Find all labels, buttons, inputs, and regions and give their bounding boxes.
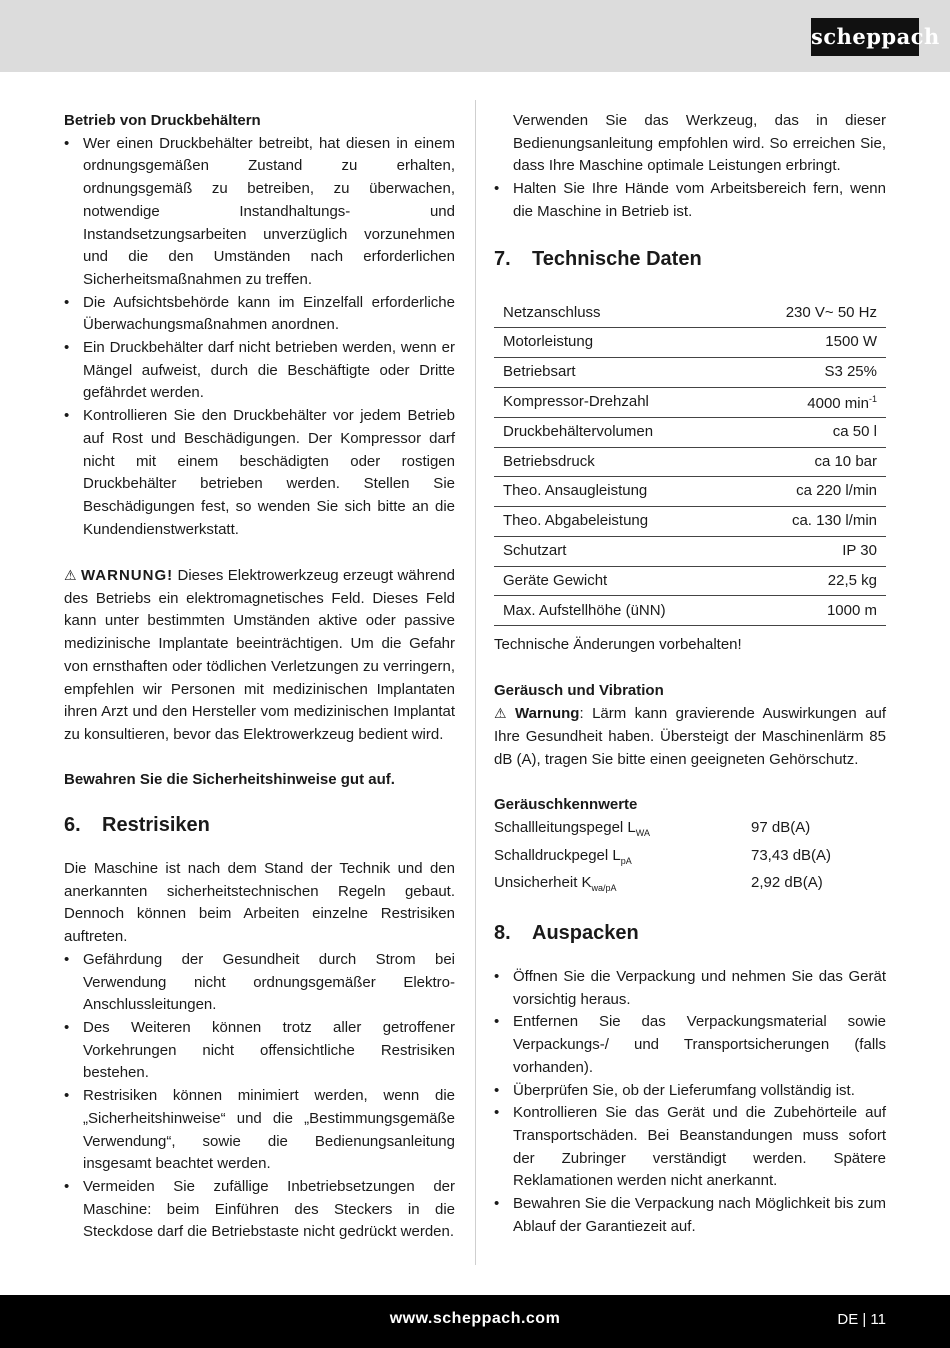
spec-label: Theo. Ansaugleistung [494,477,738,507]
spec-value: S3 25% [738,358,886,388]
spec-row [494,507,886,537]
spec-label: Max. Aufstellhöhe (üNN) [494,596,738,626]
section-6-heading: 6. Restrisiken [64,814,210,837]
spec-label: Motorleistung [494,328,738,358]
warning-paragraph [64,564,455,747]
list-item: • Gefährdung der Gesundheit durch Strom bei Verwendung nicht ordnungsgemäßer Elektro-Anschlussleitungen. [64,949,455,1017]
spec-value: ca 220 l/min [738,477,886,507]
list-item: • Öffnen Sie die Verpackung und nehmen Sie das Gerät vorsichtig heraus. [494,966,886,1011]
spec-row [494,536,886,566]
spec-label: Geräte Gewicht [494,566,738,596]
druck-title: Betrieb von Druckbehältern [64,112,261,129]
noise-row: Unsicherheit $K_{wa/pA}$ 2,92 dB(A) [494,874,823,894]
spec-value: ca 50 l [738,417,886,447]
spec-value: IP 30 [738,536,886,566]
spec-row [494,387,886,417]
list-item: • Ein Druckbehälter darf nicht betrieben werden, wenn er Mängel aufweist, durch die Beschäftigte oder Dritte gefährdet werden. [64,337,455,405]
list-item: • Halten Sie Ihre Hände vom Arbeitsbereich fern, wenn die Maschine in Betrieb ist. [494,178,886,223]
spec-row [494,596,886,626]
list-item: • Überprüfen Sie, ob der Lieferumfang vollständig ist. [494,1080,886,1103]
spec-label: Kompressor-Drehzahl [494,387,738,417]
spec-row [494,477,886,507]
spec-value: 230 V~ 50 Hz [738,299,886,328]
noise-warning: ⚠ Warnung: Lärm kann gravierende Auswirkungen auf Ihre Gesundheit haben. Übersteigt der Maschinenlärm 85 dB (A), tragen Sie bitte einen geeigneten Gehörschutz. [494,702,886,771]
list-item-continued: Verwenden Sie das Werkzeug, das in dieser Bedienungsanleitung empfohlen wird. So erreichen Sie, dass Ihre Maschine optimale Leistungen erbringt. [513,112,886,175]
noise-values-title: Geräuschkennwerte [494,796,638,814]
warning-text: Dieses Elektrowerkzeug erzeugt während des Betriebs ein elektromagnetisches Feld. Dieses Feld kann unter bestimmten Umständen aktive oder passive medizinische Implantate beeinträchtigen. Um die Gefahr von ernsthaften oder tödlichen Verletzungen zu verringern, empfehlen wir Personen mit medizinischen Implantaten ihren Arzt und den Hersteller vom medizinischen Implantat zu konsultieren, bevor das Elektrowerkzeug bedient wird. [64,567,455,743]
column-divider [475,100,476,1265]
spec-value: ca. 130 l/min [738,507,886,537]
warning-label: WARNUNG! [80,567,174,585]
spec-label: Betriebsart [494,358,738,388]
left-column [64,110,455,1244]
spec-row [494,358,886,388]
page-number: DE | 11 [837,1311,886,1328]
tech-note: Technische Änderungen vorbehalten! [494,636,742,654]
spec-row [494,447,886,477]
spec-value: 22,5 kg [738,566,886,596]
spec-value: 1500 W [738,328,886,358]
list-item: • Des Weiteren können trotz aller getroffener Vorkehrungen nicht offensichtliche Restrisiken bestehen. [64,1017,455,1085]
spec-value: 1000 m [738,596,886,626]
website-link[interactable]: www.scheppach.com [389,1310,561,1327]
tech-data-table [494,299,886,627]
continued-list [494,110,886,224]
scheppach-logo: scheppach [811,18,919,56]
list-item: • Vermeiden Sie zufällige Inbetriebsetzungen der Maschine: beim Einführen des Steckers in die Steckdose darf die Betriebstaste nicht gedrückt werden. [64,1176,455,1244]
list-item: • Kontrollieren Sie den Druckbehälter vor jedem Betrieb auf Rost und Beschädigungen. Der Kompressor darf nicht mit einem beschädigten oder rostigen Druckbehälter betrieben werden. Stellen Sie Beschädigungen fest, so wenden Sie sich bitte an die Kundendienstwerkstatt. [64,405,455,541]
noise-row: Schalldruckpegel $L_{pA}$ 73,43 dB(A) [494,846,832,866]
spec-label: Druckbehältervolumen [494,417,738,447]
list-item: • Kontrollieren Sie das Gerät und die Zubehörteile auf Transportschäden. Bei Beanstandungen muss sofort der Zubringer verständigt werden. Spätere Reklamationen werden nicht anerkannt. [494,1102,886,1193]
section-6-list [64,949,455,1244]
spec-row [494,417,886,447]
spec-value: 4000 $\min^{-1}$ [738,387,886,417]
list-item: • Wer einen Druckbehälter betreibt, hat diesen in einem ordnungsgemäßen Zustand zu erhalten, ordnungsgemäß zu betreiben, zu überwachen, notwendige Instandhaltungs- und Instandsetzungsarbeiten unverzüglich vorzunehmen und die den Umständen nach erforderlichen Sicherheitsmaßnahmen zu treffen. [64,133,455,292]
spec-row [494,566,886,596]
footer-bar [0,1295,950,1348]
spec-label: Netzanschluss [494,299,738,328]
section-8-list [494,966,886,1238]
spec-label: Schutzart [494,536,738,566]
list-item: • Entfernen Sie das Verpackungsmaterial sowie Verpackungs-/ und Transportsicherungen (falls vorhanden). [494,1011,886,1079]
spec-row [494,299,886,328]
spec-row [494,328,886,358]
druck-list [64,133,455,542]
section-6-intro: Die Maschine ist nach dem Stand der Technik und den anerkannten sicherheitstechnischen Regeln gebaut. Dennoch können beim Arbeiten einzelne Restrisiken auftreten. [64,860,455,946]
warning-icon: ⚠ [494,705,507,722]
section-8-heading: 8. Auspacken [494,921,639,944]
noise-row: Schallleitungspegel $L_{WA}$ 97 dB(A) [494,818,811,838]
spec-label: Betriebsdruck [494,447,738,477]
list-item: • Restrisiken können minimiert werden, wenn die „Sicherheitshinweise“ und die „Bestimmungsgemäße Verwendung“, sowie die Bedienungsanleitung insgesamt beachtet werden. [64,1085,455,1176]
warning-icon: ⚠ [64,567,77,584]
list-item: • Bewahren Sie die Verpackung nach Möglichkeit bis zum Ablauf der Garantiezeit auf. [494,1193,886,1238]
noise-title: Geräusch und Vibration [494,681,664,699]
spec-value: ca 10 bar [738,447,886,477]
spec-label: Theo. Abgabeleistung [494,507,738,537]
noise-values [494,817,886,900]
right-column [494,110,886,1238]
list-item: • Die Aufsichtsbehörde kann im Einzelfall erforderliche Überwachungsmaßnahmen anordnen. [64,292,455,337]
section-7-heading: 7. Technische Daten [494,247,702,270]
header-bar [0,0,950,72]
keep-instructions: Bewahren Sie die Sicherheitshinweise gut auf. [64,771,395,789]
